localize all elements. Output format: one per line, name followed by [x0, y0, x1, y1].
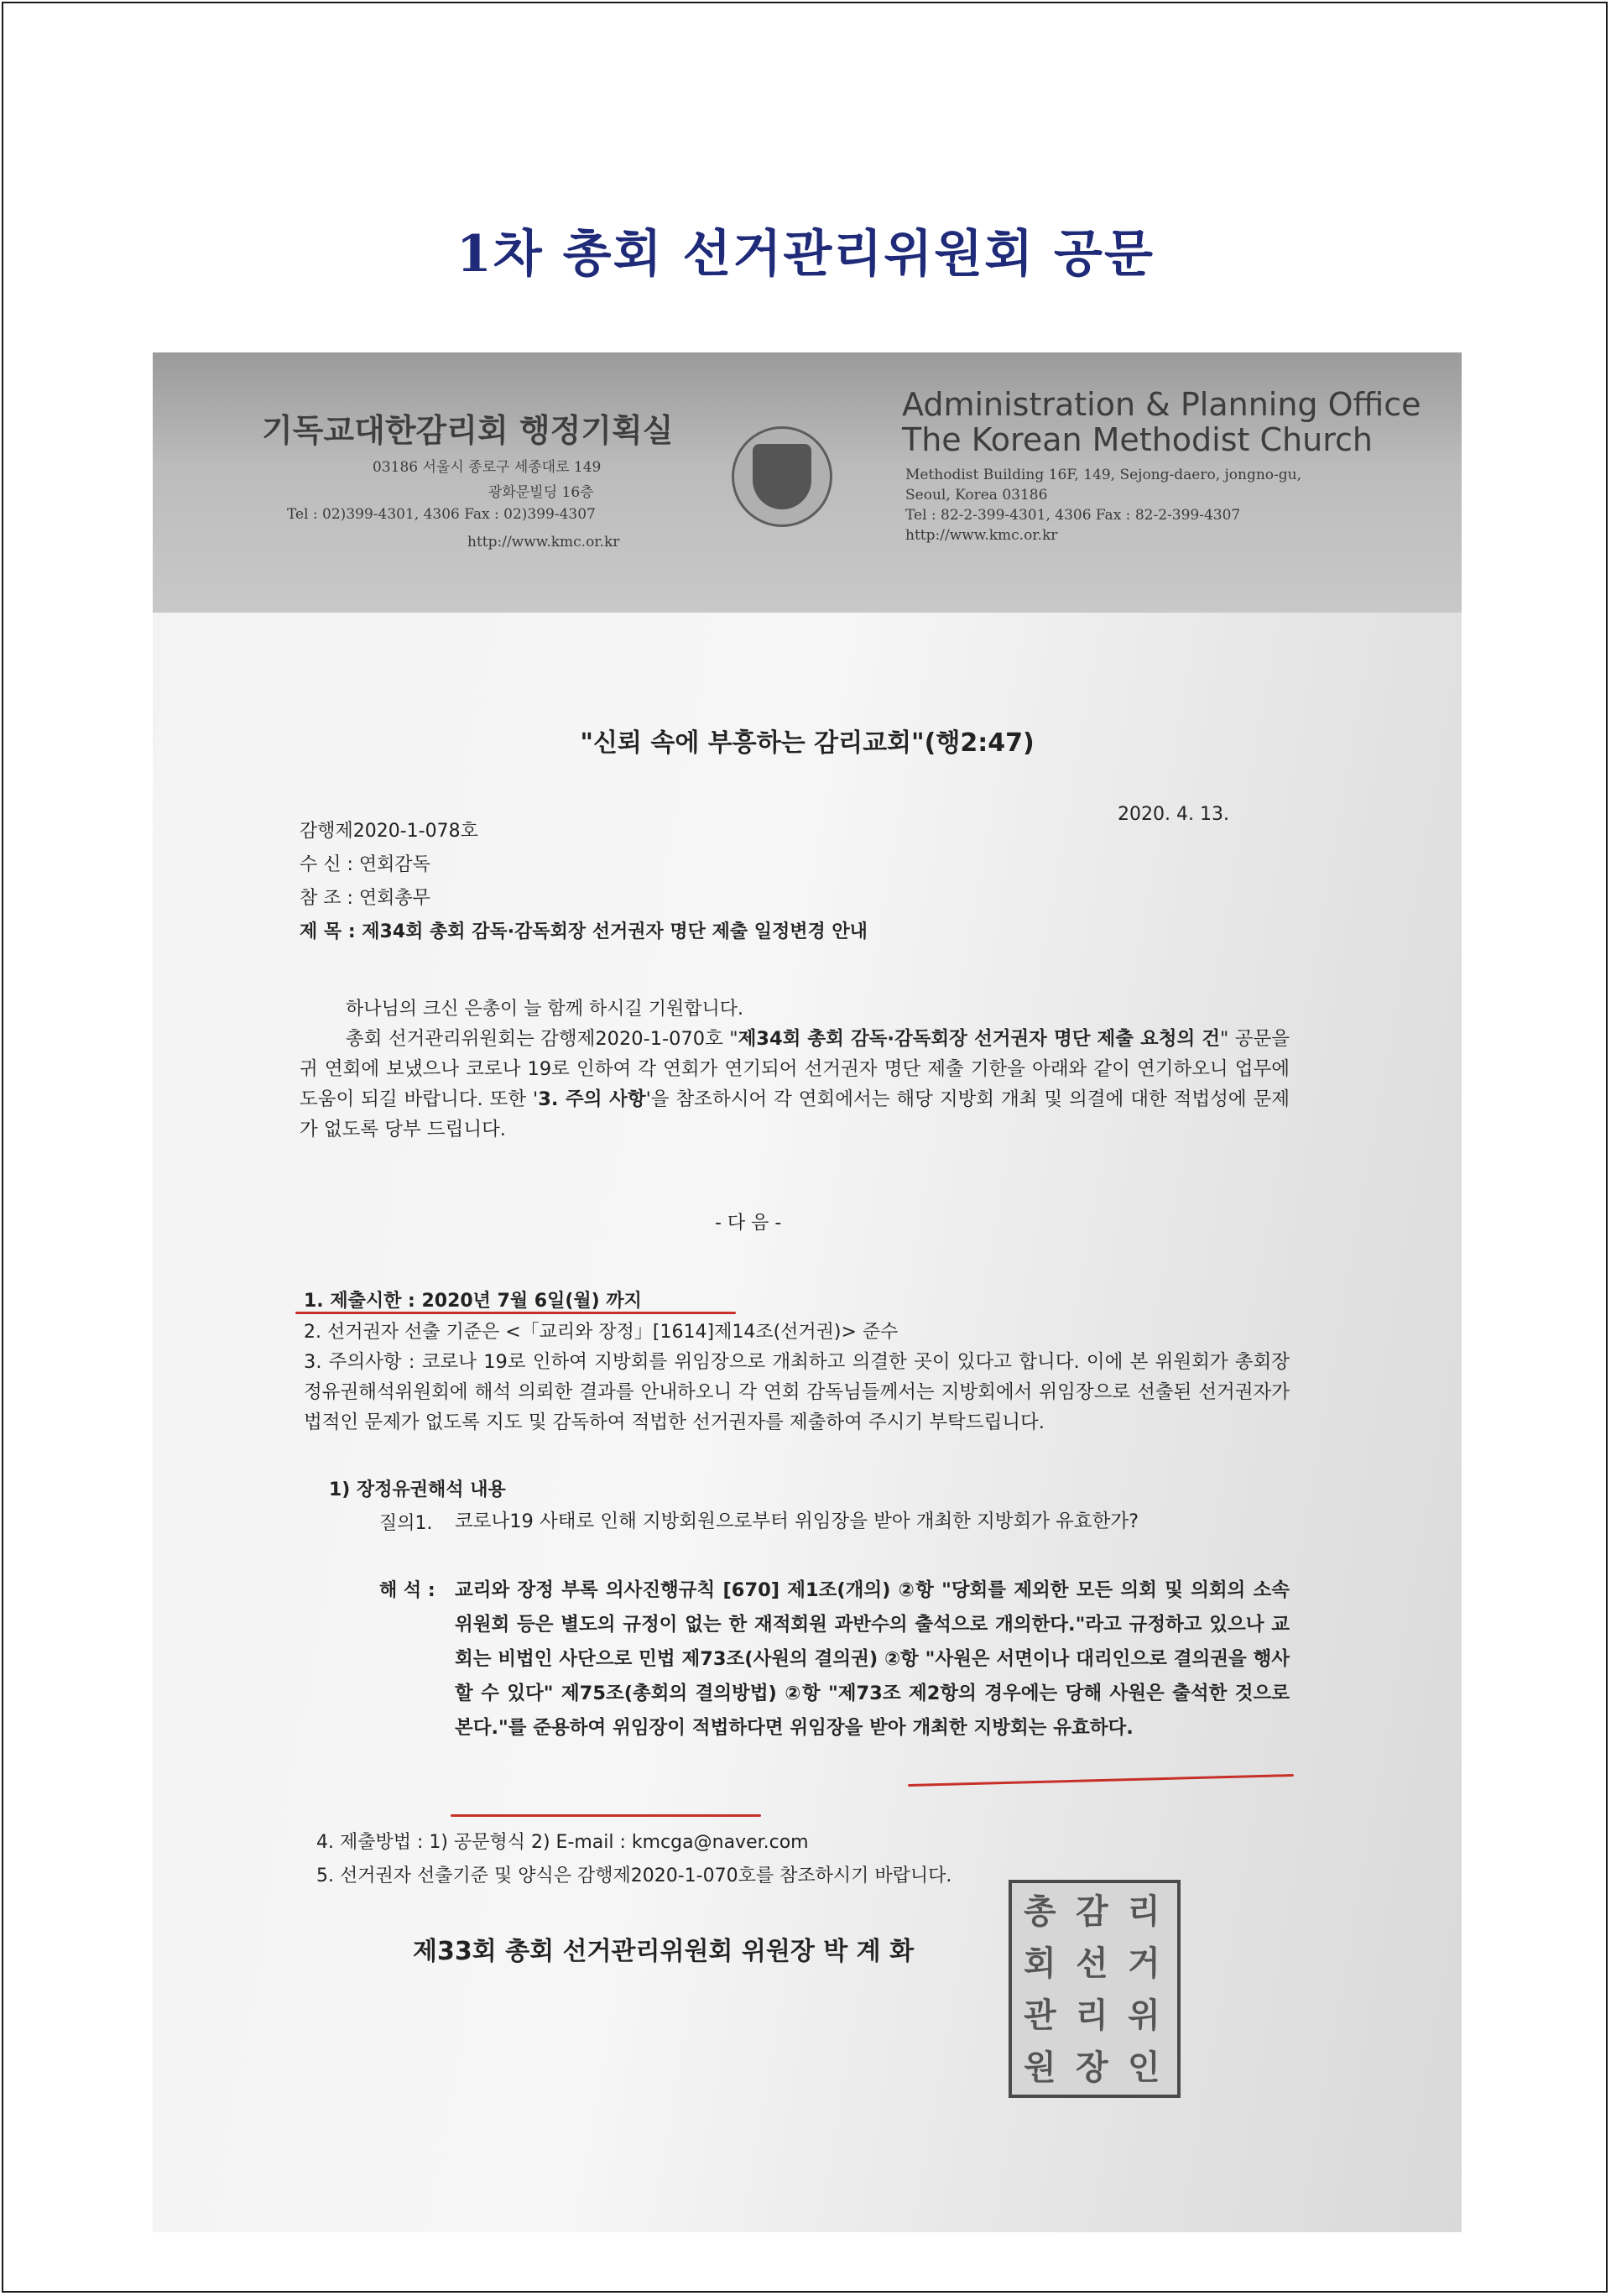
answer-underline-2	[451, 1814, 761, 1817]
letterhead-english-org-1: Administration & Planning Office	[902, 386, 1421, 423]
deadline-underline	[295, 1312, 736, 1314]
letterhead-english-address-1: Methodist Building 16F, 149, Sejong-daero, jongno-gu,	[905, 467, 1302, 483]
question-text: 코로나19 사태로 인해 지방회원으로부터 위임장을 받아 개최한 지방회가 유효한가?	[455, 1511, 1139, 1532]
document-number: 감행제2020-1-078호	[300, 821, 478, 842]
question-label: 질의1.	[379, 1513, 433, 1534]
item-3-caution: 3. 주의사항 : 코로나 19로 인하여 지방회를 위임장으로 개최하고 의결한 곳이 있다고 합니다. 이에 본 위원회가 총회장정유권해석위원회에 해석 의뢰한 결과를 안내하오니 각 연회 감독님들께서는 지방회에서 위임장으로 선출된 선거권자가 법적인 문제가 없도록 지도 및 감독하여 적법한 선거권자를 제출하여 주시기 부탁드립니다.	[304, 1351, 1290, 1433]
body-referenced-title: 제34회 총회 감독·감독회장 선거권자 명단 제출 요청의 건	[738, 1028, 1221, 1050]
answer-underline-1	[908, 1774, 1294, 1787]
item-2-criteria: 2. 선거권자 선출 기준은 <「교리와 장정」[1614]제14조(선거권)> 준수	[304, 1322, 899, 1343]
letterhead-korean-address-1: 03186 서울시 종로구 세종대로 149	[373, 459, 602, 476]
greeting: 하나님의 크신 은총이 늘 함께 하시길 기원합니다.	[346, 999, 743, 1020]
body-text-1: 총회 선거관리위원회는 감행제2020-1-070호 "	[346, 1028, 738, 1050]
item-4-method: 4. 제출방법 : 1) 공문형식 2) E-mail : kmcga@naver.com	[316, 1832, 809, 1853]
document-photo	[153, 352, 1462, 2232]
church-seal-logo	[732, 426, 832, 527]
item-1-deadline: 1. 제출시한 : 2020년 7월 6일(월) 까지	[304, 1291, 642, 1312]
body-paragraph	[300, 1024, 1290, 1145]
body-caution-reference: 3. 주의 사항	[538, 1088, 646, 1110]
document-date: 2020. 4. 13.	[1118, 804, 1229, 825]
letterhead-korean-org: 기독교대한감리회 행정기획실	[262, 412, 674, 449]
letterhead-english-contact: Tel : 82-2-399-4301, 4306 Fax : 82-2-399-4307	[905, 507, 1241, 524]
letterhead-english-address-2: Seoul, Korea 03186	[905, 487, 1048, 504]
letterhead	[153, 352, 1462, 613]
item-5-reference: 5. 선거권자 선출기준 및 양식은 감행제2020-1-070호를 참조하시기 바랍니다.	[316, 1866, 952, 1886]
subject-line: 제 목 : 제34회 총회 감독·감독회장 선거권자 명단 제출 일정변경 안내	[300, 921, 868, 942]
answer-text: 교리와 장정 부록 의사진행규칙 [670] 제1조(개의) ②항 "당회를 제외한 모든 의회 및 의회의 소속 위원회 등은 별도의 규정이 없는 한 재적회원 과반수의 출석으로 개의한다."라고 규정하고 있으나 교회는 비법인 사단으로 민법 제73조(사원의 결의권) ②항 "사원은 서면이나 대리인으로 결의권을 행사할 수 있다" 제75조(총회의 결의방법) ②항 "제73조 제2항의 경우에는 당해 사원은 출석한 것으로 본다."를 준용하여 위임장이 적법하다면 위임장을 받아 개최한 지방회는 유효하다.	[455, 1579, 1290, 1739]
letterhead-english-url: http://www.kmc.or.kr	[905, 527, 1058, 544]
answer-label: 해 석 :	[379, 1580, 435, 1601]
separator-below: - 다 음 -	[715, 1213, 782, 1234]
letterhead-korean-contact: Tel : 02)399-4301, 4306 Fax : 02)399-4307	[287, 506, 596, 523]
body-text-3: '을 참조하시어 각 연회에서는 해당 지방회 개최 및 의결에 대한 적법성에 문제가 없도록 당부 드립니다.	[300, 1088, 1290, 1140]
reference-line: 참 조 : 연회총무	[300, 888, 430, 909]
church-slogan: "신뢰 속에 부흥하는 감리교회"(행2:47)	[580, 728, 1035, 758]
body-text-2: " 공문을 귀 연회에 보냈으나 코로나 19로 인하여 각 연회가 연기되어 선거권자 명단 제출 기한을 아래와 같이 연기하오니 업무에 도움이 되길 바랍니다. 또한 '	[300, 1028, 1290, 1110]
letterhead-korean-address-2: 광화문빌딩 16층	[488, 484, 594, 501]
recipient-line: 수 신 : 연회감독	[300, 854, 430, 875]
letterhead-korean-url: http://www.kmc.or.kr	[467, 534, 620, 551]
item-3-subheading: 1) 장정유권해석 내용	[329, 1479, 506, 1500]
page-title: 1차 총회 선거관리위원회 공문	[456, 225, 1155, 284]
seal-shield-icon	[753, 444, 811, 509]
signature-line: 제33회 총회 선거관리위원회 위원장 박 계 화	[413, 1937, 915, 1966]
official-seal-stamp: 총 감 리 회 선 거 관 리 위 원 장 인	[1009, 1880, 1181, 2098]
letterhead-english-org-2: The Korean Methodist Church	[902, 421, 1373, 458]
